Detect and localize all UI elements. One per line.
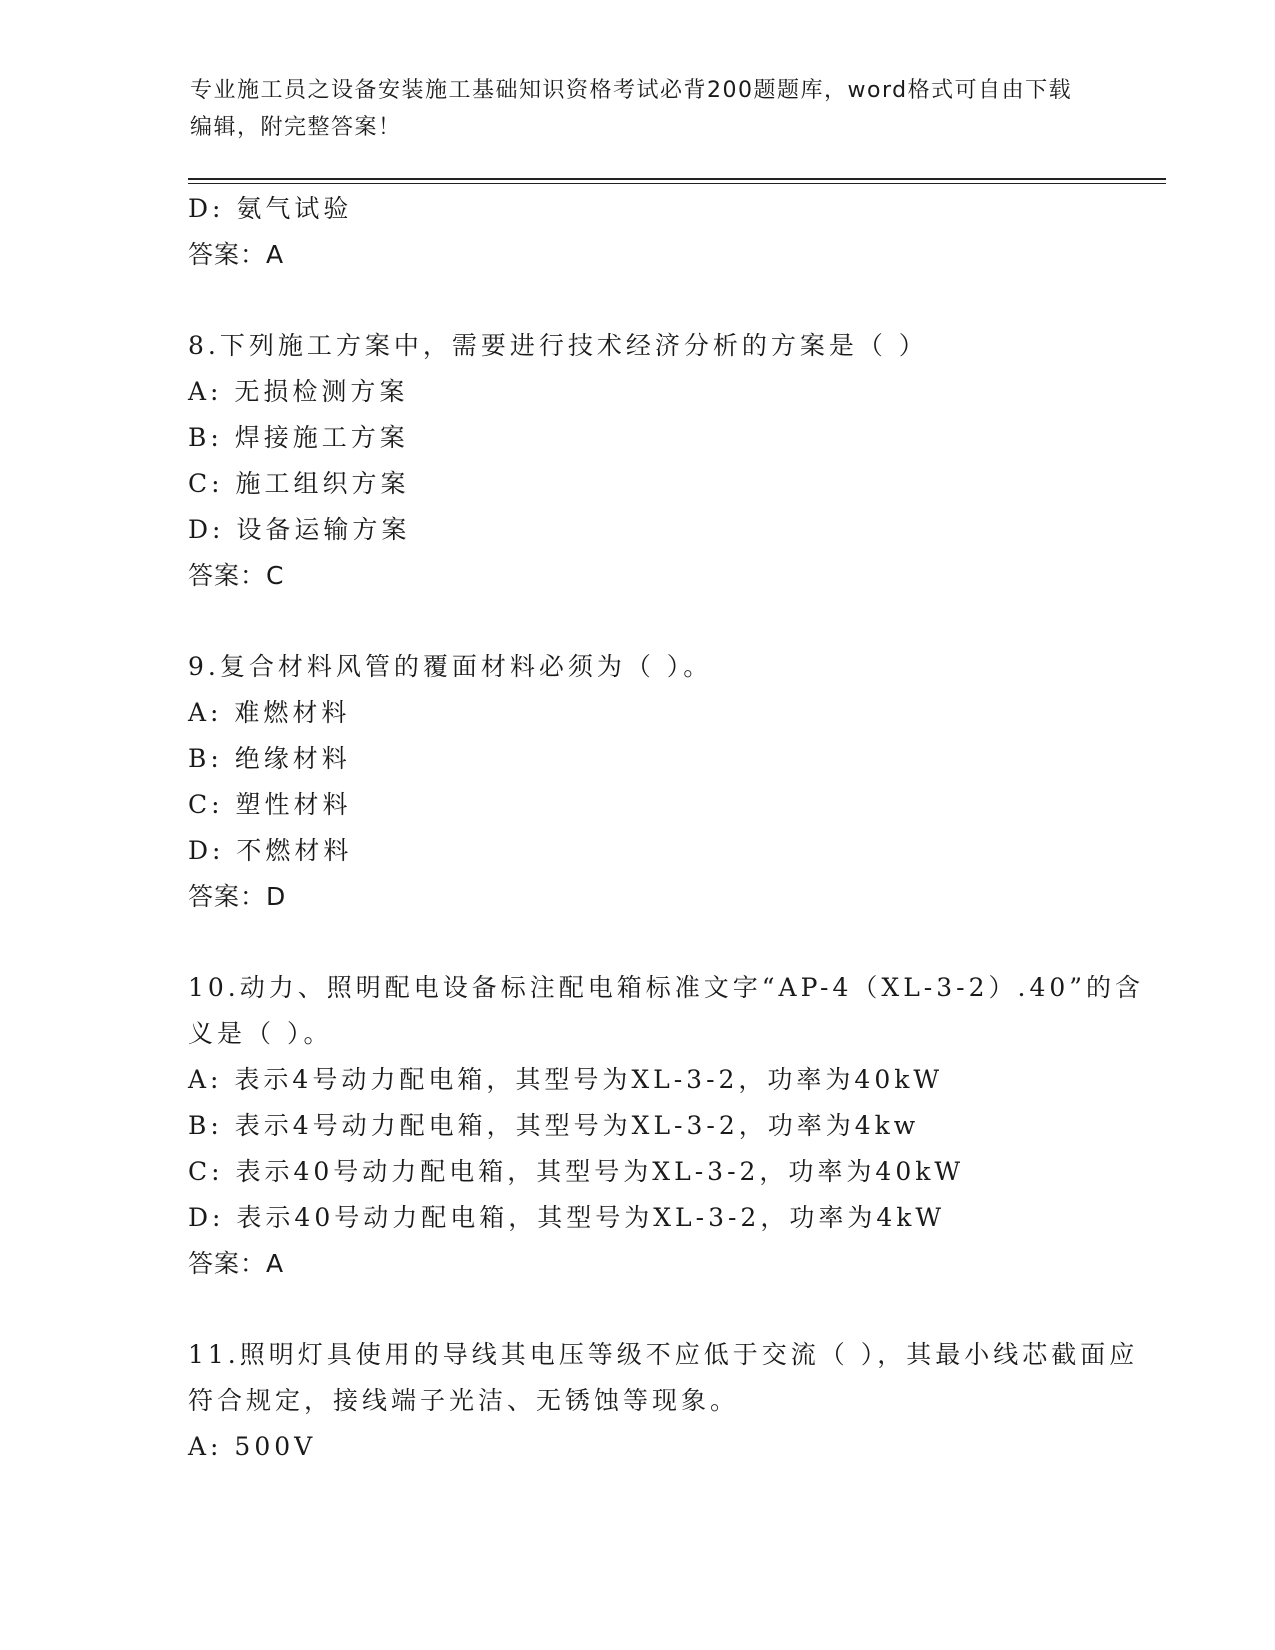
question-stem: 10.动力、照明配电设备标注配电箱标准文字“AP-4（XL-3-2）.40”的含义是（ ）。 bbox=[188, 973, 1145, 1048]
option-c: C: 表示40号动力配电箱，其型号为XL-3-2，功率为40kW bbox=[188, 1157, 965, 1186]
question-8 bbox=[188, 323, 1148, 599]
question-10 bbox=[188, 965, 1148, 1287]
question-stem: 9.复合材料风管的覆面材料必须为（ ）。 bbox=[188, 652, 713, 681]
option-b: B: 焊接施工方案 bbox=[188, 423, 409, 452]
option-a: A: 500V bbox=[188, 1432, 317, 1461]
option-d: D: 设备运输方案 bbox=[188, 515, 411, 544]
option-a: A: 无损检测方案 bbox=[188, 377, 409, 406]
prev-answer: 答案：A bbox=[188, 240, 285, 269]
option-d: D: 表示40号动力配电箱，其型号为XL-3-2，功率为4kW bbox=[188, 1203, 946, 1232]
option-a: A: 难燃材料 bbox=[188, 698, 351, 727]
header-rule-thin bbox=[188, 183, 1166, 184]
question-9 bbox=[188, 644, 1148, 920]
question-11 bbox=[188, 1332, 1148, 1470]
document-header: 专业施工员之设备安装施工基础知识资格考试必背200题题库，word格式可自由下载编辑，附完整答案！ bbox=[190, 78, 1073, 140]
question-list bbox=[188, 186, 1148, 1470]
header-rule-thick bbox=[188, 178, 1166, 180]
prev-option-d: D: 氨气试验 bbox=[188, 194, 353, 223]
option-d: D: 不燃材料 bbox=[188, 836, 353, 865]
answer: 答案：A bbox=[188, 1249, 285, 1278]
option-a: A: 表示4号动力配电箱，其型号为XL-3-2，功率为40kW bbox=[188, 1065, 944, 1094]
answer: 答案：D bbox=[188, 882, 287, 911]
option-b: B: 表示4号动力配电箱，其型号为XL-3-2，功率为4kw bbox=[188, 1111, 920, 1140]
option-c: C: 施工组织方案 bbox=[188, 469, 410, 498]
question-stem: 11.照明灯具使用的导线其电压等级不应低于交流（ ），其最小线芯截面应符合规定，接线端子光洁、无锈蚀等现象。 bbox=[188, 1340, 1139, 1415]
option-c: C: 塑性材料 bbox=[188, 790, 352, 819]
option-b: B: 绝缘材料 bbox=[188, 744, 351, 773]
answer: 答案：C bbox=[188, 561, 285, 590]
question-stem: 8.下列施工方案中，需要进行技术经济分析的方案是（ ） bbox=[188, 331, 928, 360]
